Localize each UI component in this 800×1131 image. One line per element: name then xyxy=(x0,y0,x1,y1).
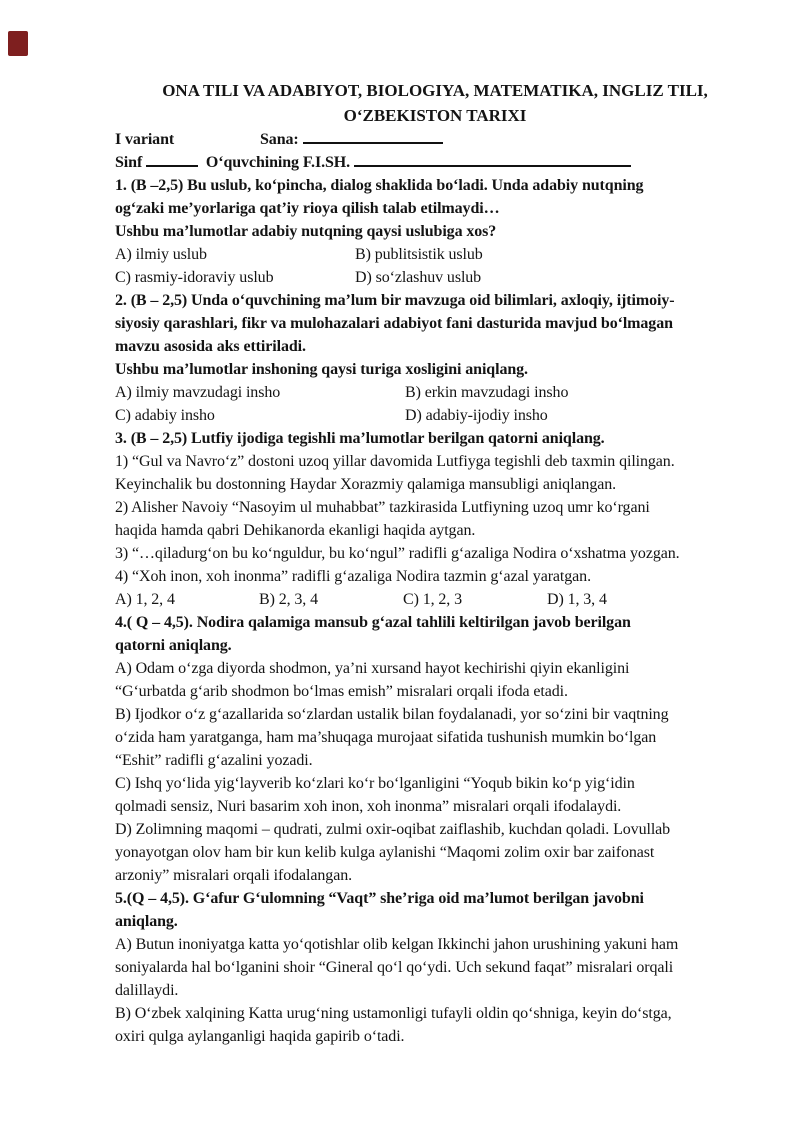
q1-option-a: A) ilmiy uslub xyxy=(115,246,207,263)
q5-stem-line2: aniqlang. xyxy=(115,913,178,930)
q4-option-a-line2: “G‘urbatda g‘arib shodmon bo‘lmas emish” misralari orqali ifoda etadi. xyxy=(115,683,568,700)
q1-option-b: B) publitsistik uslub xyxy=(355,246,483,263)
info-row-variant xyxy=(115,128,755,151)
q5-option-a-line3: dalillaydi. xyxy=(115,982,179,999)
corner-mark xyxy=(8,31,28,56)
q3-statement-3: 3) “…qiladurg‘on bu ko‘nguldur, bu ko‘ngul” radifli g‘azaliga Nodira o‘xshatma yozgan. xyxy=(115,545,680,562)
q5-option-a-line2: soniyalarda hal bo‘lganini shoir “Gineral qo‘l qo‘ydi. Uch sekund faqat” misralari orqali xyxy=(115,959,674,976)
q1-option-d: D) so‘zlashuv uslub xyxy=(355,269,482,286)
q4-option-d-line1: D) Zolimning maqomi – qudrati, zulmi oxir-oqibat zaiflashib, kuchdan qoladi. Lovullab xyxy=(115,821,671,838)
q1-stem-line2: og‘zaki me’yorlariga qat’iy rioya qilish talab etilmaydi… xyxy=(115,200,500,217)
q4-stem-line2: qatorni aniqlang. xyxy=(115,637,232,654)
student-name-blank-line xyxy=(354,151,631,167)
class-label: Sinf xyxy=(115,154,143,171)
q5-option-b-line1: B) O‘zbek xalqining Katta urug‘ning ustamonligi tufayli oldin qo‘shniga, keyin do‘stga, xyxy=(115,1005,672,1022)
q1-options-row1 xyxy=(115,243,755,266)
class-blank-line xyxy=(146,151,198,167)
q4-option-d-line3: arzoniy” misralari orqali ifodalangan. xyxy=(115,867,352,884)
q3-answer-b: B) 2, 3, 4 xyxy=(259,591,319,608)
q2-options-row1 xyxy=(115,381,755,404)
q2-option-a: A) ilmiy mavzudagi insho xyxy=(115,384,281,401)
q3-answers-row xyxy=(115,588,755,611)
q1-stem-line3: Ushbu ma’lumotlar adabiy nutqning qaysi uslubiga xos? xyxy=(115,223,497,240)
q2-stem-line2: siyosiy qarashlari, fikr va mulohazalari adabiyot fani dasturida mavjud bo‘lmagan xyxy=(115,315,673,332)
q4-option-a-line1: A) Odam o‘zga diyorda shodmon, ya’ni xursand hayot kechirishi qiyin ekanligini xyxy=(115,660,630,677)
q1-option-c: C) rasmiy-idoraviy uslub xyxy=(115,269,274,286)
q4-option-b-line2: o‘zida ham yaratganga, ham ma’shuqaga murojaat sifatida tushunish mumkin bo‘lgan xyxy=(115,729,657,746)
q3-statement-2b: haqida hamda qabri Dehikanorda ekanligi haqida aytgan. xyxy=(115,522,476,539)
q2-stem-line3: mavzu asosida aks ettiriladi. xyxy=(115,338,306,355)
date-blank-line xyxy=(303,128,443,144)
q4-option-b-line1: B) Ijodkor o‘z g‘azallarida so‘zlardan ustalik bilan foydalanadi, yor so‘zini bir vaqtning xyxy=(115,706,669,723)
q3-statement-1b: Keyinchalik bu dostonning Haydar Xorazmiy qalamiga mansubligi aniqlangan. xyxy=(115,476,617,493)
q2-options-row2 xyxy=(115,404,755,427)
q3-statement-4: 4) “Xoh inon, xoh inonma” radifli g‘azaliga Nodira tazmin g‘azal yaratgan. xyxy=(115,568,591,585)
q3-statement-2a: 2) Alisher Navoiy “Nasoyim ul muhabbat” tazkirasida Lutfiyning uzoq umr ko‘rgani xyxy=(115,499,650,516)
q3-answer-c: C) 1, 2, 3 xyxy=(403,591,463,608)
info-row-student xyxy=(115,151,755,174)
q4-option-b-line3: “Eshit” radifli g‘azalini yozadi. xyxy=(115,752,313,769)
q3-answer-d: D) 1, 3, 4 xyxy=(547,591,607,608)
q4-option-c-line1: C) Ishq yo‘lida yig‘layverib ko‘zlari ko‘r bo‘lganligini “Yoqub bikin ko‘p yig‘idin xyxy=(115,775,635,792)
variant-label: I variant xyxy=(115,131,175,148)
q2-option-c: C) adabiy insho xyxy=(115,407,215,424)
q4-option-d-line2: yonayotgan olov ham bir kun kelib kulga aylanishi “Maqomi zolim oxir bar zaifonast xyxy=(115,844,655,861)
q2-stem-line4: Ushbu ma’lumotlar inshoning qaysi turiga xosligini aniqlang. xyxy=(115,361,528,378)
q5-option-a-line1: A) Butun inoniyatga katta yo‘qotishlar olib kelgan Ikkinchi jahon urushining yakuni ham xyxy=(115,936,679,953)
q4-option-c-line2: qolmadi sensiz, Nuri basarim xoh inon, xoh inonma” misralari orqali ifodalaydi. xyxy=(115,798,622,815)
student-name-label: O‘quvchining F.I.SH. xyxy=(205,154,351,171)
q1-options-row2 xyxy=(115,266,755,289)
date-label: Sana: xyxy=(260,131,299,148)
q5-option-b-line2: oxiri qulga aylanganligi haqida gapirib o‘tadi. xyxy=(115,1028,405,1045)
q3-answer-a: A) 1, 2, 4 xyxy=(115,591,175,608)
q3-statement-1a: 1) “Gul va Navro‘z” dostoni uzoq yillar davomida Lutfiyga tegishli deb taxmin qilingan. xyxy=(115,453,675,470)
q2-stem-line1: 2. (B – 2,5) Unda o‘quvchining ma’lum bir mavzuga oid bilimlari, axloqiy, ijtimoiy- xyxy=(115,292,675,309)
document-title-line1: ONA TILI VA ADABIYOT, BIOLOGIYA, MATEMATIKA, INGLIZ TILI, xyxy=(162,81,708,100)
exam-document xyxy=(115,78,755,1048)
q3-stem: 3. (B – 2,5) Lutfiy ijodiga tegishli ma’lumotlar berilgan qatorni aniqlang. xyxy=(115,430,605,447)
q5-stem-line1: 5.(Q – 4,5). G‘afur G‘ulomning “Vaqt” she’riga oid ma’lumot berilgan javobni xyxy=(115,890,644,907)
q2-option-b: B) erkin mavzudagi insho xyxy=(405,384,569,401)
q1-stem-line1: 1. (B –2,5) Bu uslub, ko‘pincha, dialog shaklida bo‘ladi. Unda adabiy nutqning xyxy=(115,177,644,194)
q4-stem-line1: 4.( Q – 4,5). Nodira qalamiga mansub g‘azal tahlili keltirilgan javob berilgan xyxy=(115,614,631,631)
document-title-line2: O‘ZBEKISTON TARIXI xyxy=(343,106,527,125)
q2-option-d: D) adabiy-ijodiy insho xyxy=(405,407,548,424)
